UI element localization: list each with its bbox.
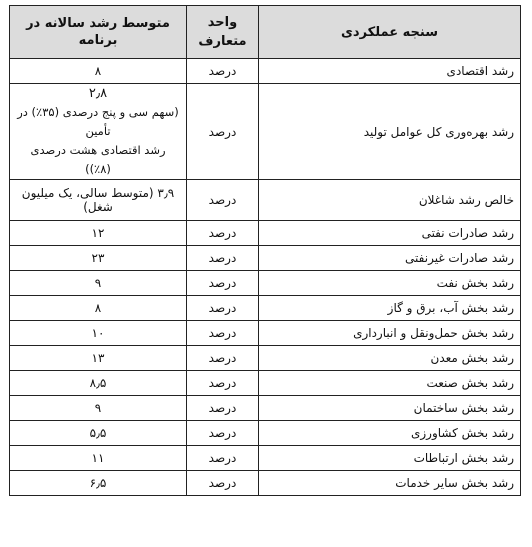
table-row	[10, 271, 521, 296]
metric-cell: رشد بخش صنعت	[259, 371, 521, 396]
metric-cell: رشد بخش نفت	[259, 271, 521, 296]
unit-cell: درصد	[187, 421, 259, 446]
header-unit	[187, 6, 259, 59]
unit-cell: درصد	[187, 321, 259, 346]
header-unit-line1: واحد	[207, 15, 238, 30]
metric-cell: رشد بخش ساختمان	[259, 396, 521, 421]
metric-cell: رشد بهره‌وری کل عوامل تولید	[259, 84, 521, 180]
unit-cell: درصد	[187, 271, 259, 296]
table-row	[10, 321, 521, 346]
header-average: متوسط رشد سالانه در برنامه	[10, 6, 187, 59]
unit-cell: درصد	[187, 471, 259, 496]
table-row	[10, 446, 521, 471]
metric-cell: رشد بخش حمل‌ونقل و انبارداری	[259, 321, 521, 346]
average-note-line1: (سهم سی و پنج درصدی (۳۵٪) در تأمین	[17, 105, 179, 138]
table-row	[10, 246, 521, 271]
unit-cell: درصد	[187, 59, 259, 84]
average-value: ۲٫۸	[88, 86, 108, 101]
average-note-line2: رشد اقتصادی هشت درصدی (۸٪))	[30, 143, 166, 176]
average-cell: ۱۳	[10, 346, 187, 371]
table-row	[10, 346, 521, 371]
header-metric: سنجه عملکردی	[259, 6, 521, 59]
metric-cell: رشد صادرات نفتی	[259, 221, 521, 246]
metric-cell: رشد بخش ارتباطات	[259, 446, 521, 471]
average-cell: ۱۰	[10, 321, 187, 346]
table-header-row	[10, 6, 521, 59]
table-row	[10, 371, 521, 396]
average-cell: ۲۳	[10, 246, 187, 271]
unit-cell: درصد	[187, 246, 259, 271]
average-cell	[10, 84, 187, 180]
table-row	[10, 221, 521, 246]
table-row	[10, 59, 521, 84]
average-cell: ۱۱	[10, 446, 187, 471]
document-page	[10, 5, 521, 496]
average-cell: ۸	[10, 59, 187, 84]
average-cell: ۹	[10, 396, 187, 421]
metric-cell: خالص رشد شاغلان	[259, 180, 521, 221]
average-cell: ۸	[10, 296, 187, 321]
metric-cell: رشد بخش کشاورزی	[259, 421, 521, 446]
unit-cell: درصد	[187, 371, 259, 396]
unit-cell: درصد	[187, 446, 259, 471]
table-row	[10, 84, 521, 180]
unit-cell: درصد	[187, 296, 259, 321]
table-row	[10, 471, 521, 496]
average-cell: ۹	[10, 271, 187, 296]
table-row	[10, 396, 521, 421]
average-cell: ۸٫۵	[10, 371, 187, 396]
table-row	[10, 421, 521, 446]
average-cell: ۶٫۵	[10, 471, 187, 496]
unit-cell: درصد	[187, 396, 259, 421]
unit-cell: درصد	[187, 84, 259, 180]
average-cell: ۵٫۵	[10, 421, 187, 446]
table-row	[10, 180, 521, 221]
unit-cell: درصد	[187, 180, 259, 221]
metric-cell: رشد بخش معدن	[259, 346, 521, 371]
average-cell: ۱۲	[10, 221, 187, 246]
metric-cell: رشد صادرات غیرنفتی	[259, 246, 521, 271]
performance-metrics-table	[9, 5, 521, 496]
metric-cell: رشد اقتصادی	[259, 59, 521, 84]
unit-cell: درصد	[187, 346, 259, 371]
metric-cell: رشد بخش سایر خدمات	[259, 471, 521, 496]
header-unit-line2: متعارف	[198, 34, 247, 49]
average-cell: ۳٫۹ (متوسط سالی، یک میلیون شغل)	[10, 180, 187, 221]
unit-cell: درصد	[187, 221, 259, 246]
table-row	[10, 296, 521, 321]
metric-cell: رشد بخش آب، برق و گاز	[259, 296, 521, 321]
